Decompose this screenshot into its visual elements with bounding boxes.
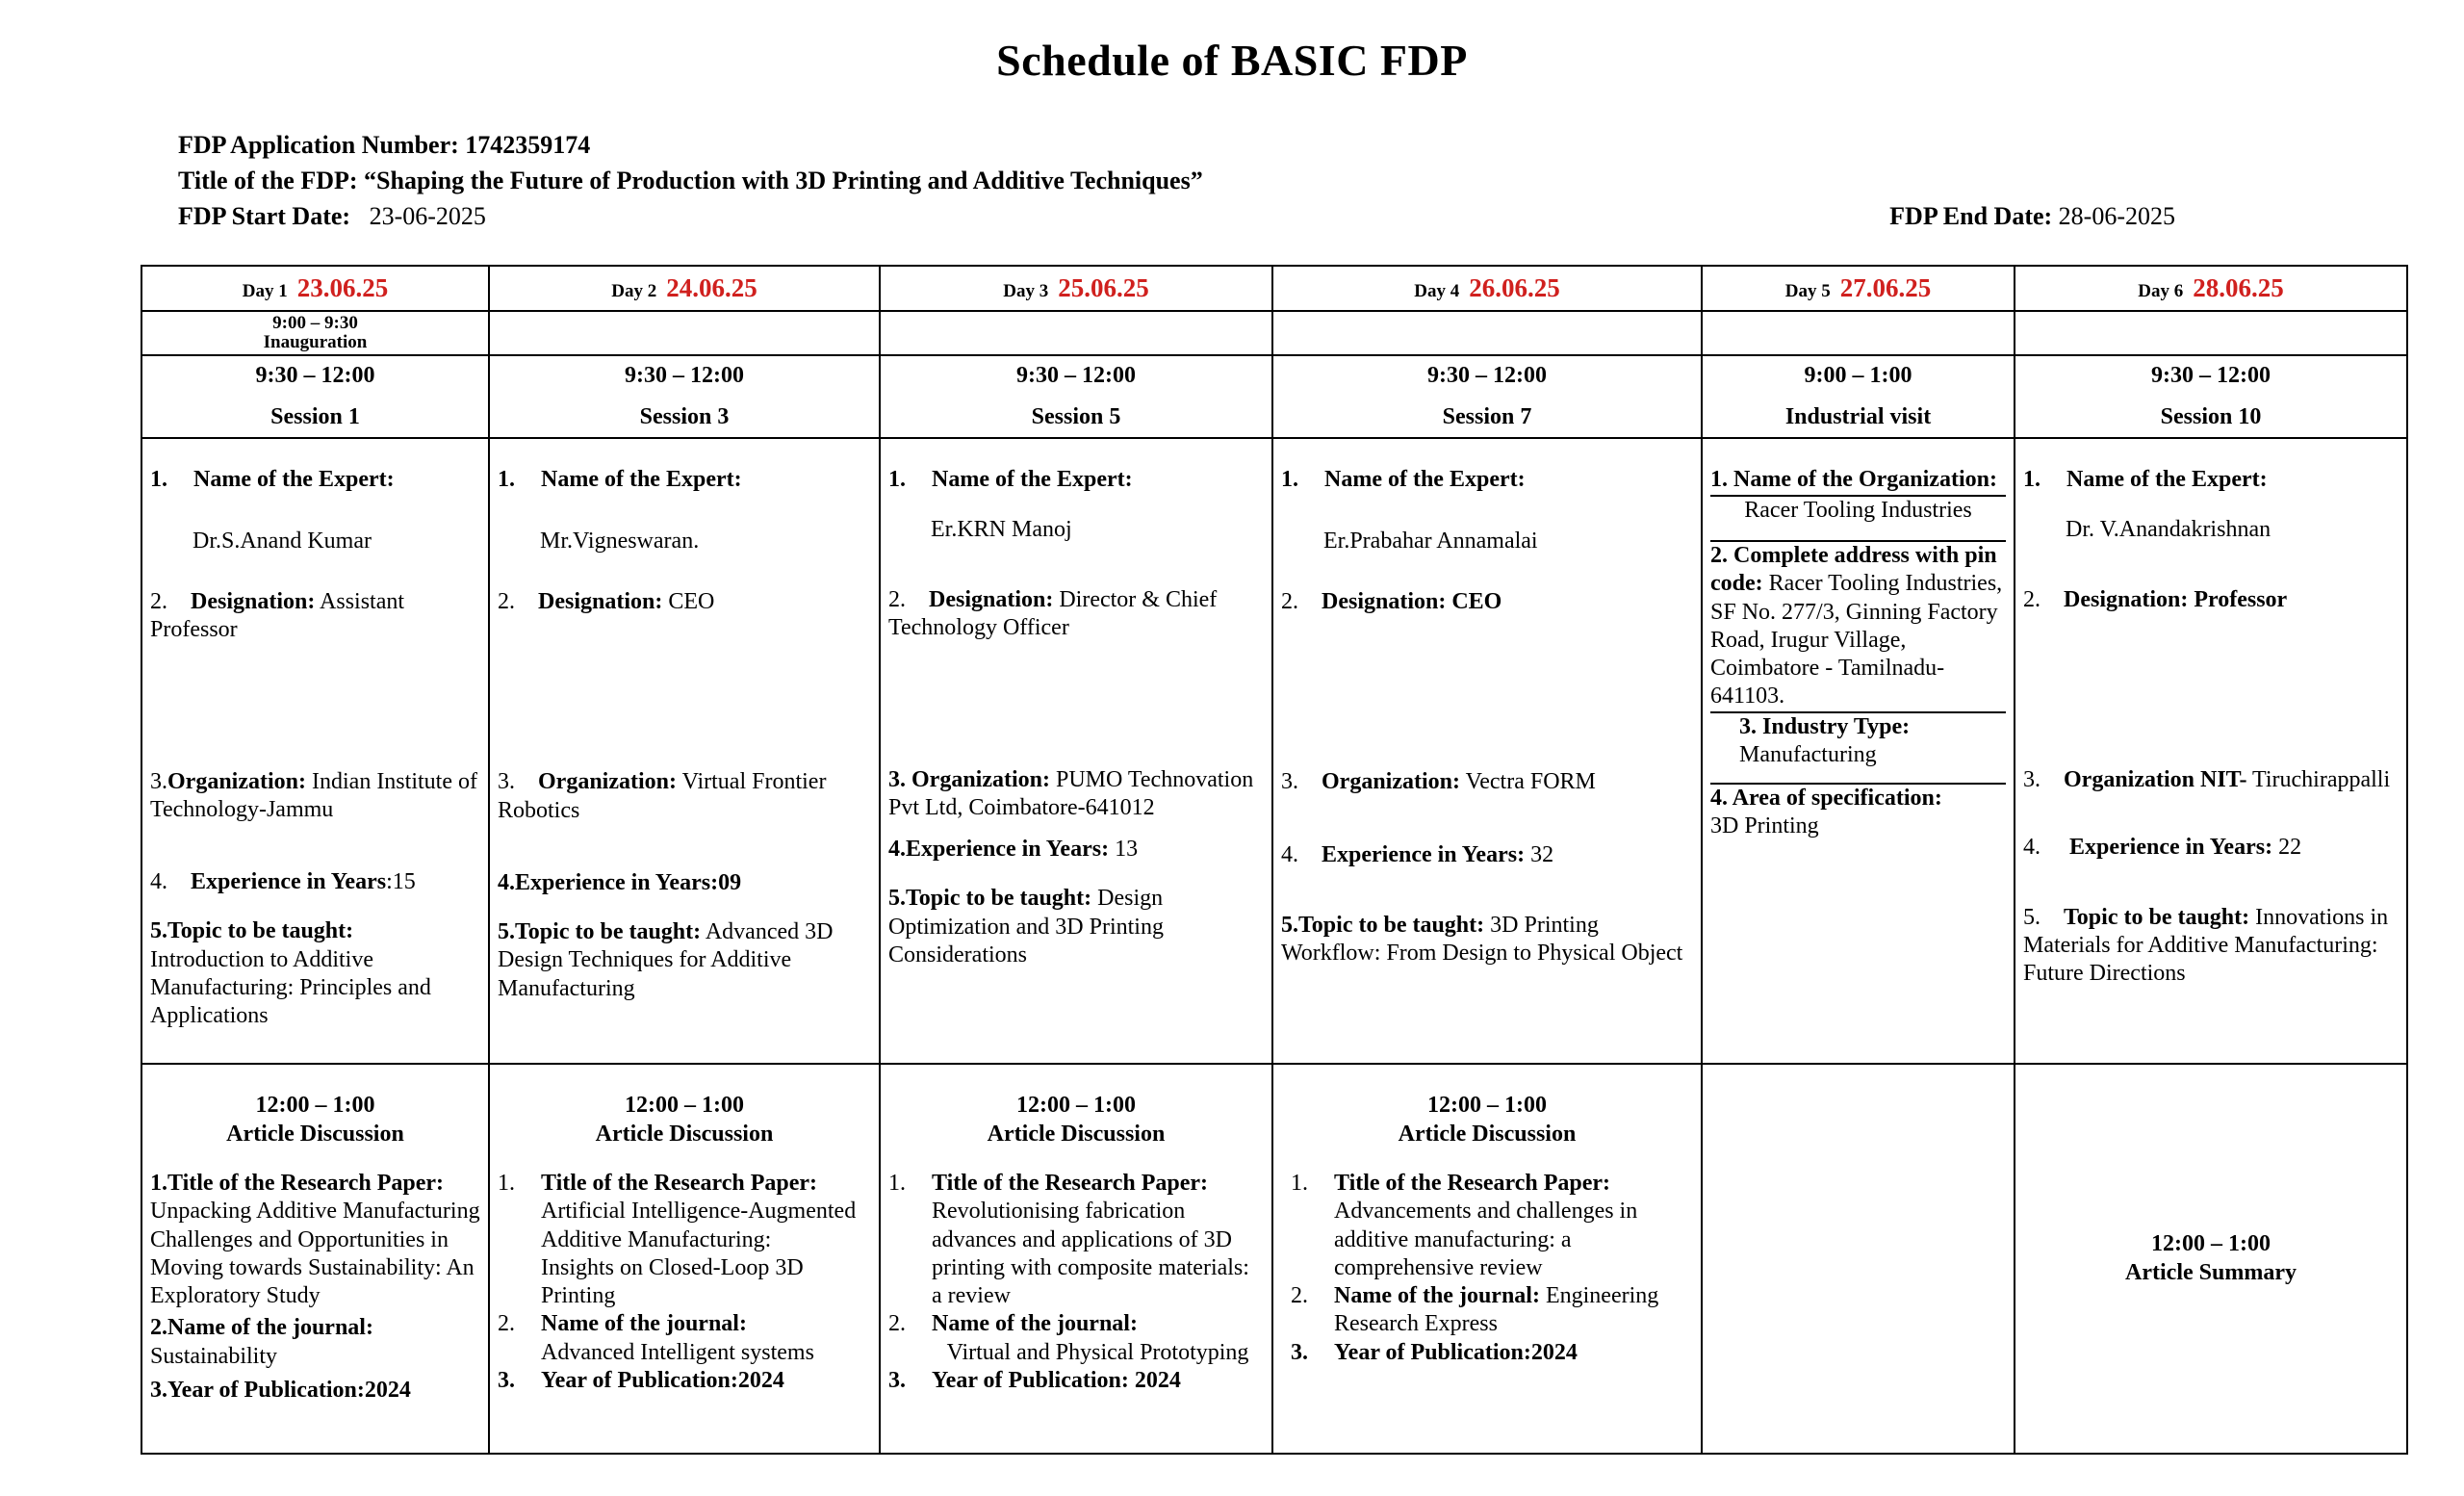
day-header	[880, 266, 1272, 311]
fdp-title	[178, 168, 1203, 193]
slot-session: Session 5	[1031, 404, 1121, 430]
session-slot	[2015, 355, 2407, 439]
day-date: 24.06.25	[666, 273, 757, 302]
article-day-2	[489, 1064, 880, 1454]
expert-organization: 3.Organization: Indian Institute of Technology-Jammu	[150, 768, 477, 822]
day-label: Day 4	[1414, 281, 1460, 301]
end-date-value: 28-06-2025	[2058, 202, 2175, 230]
expert-experience: 4. Experience in Years: 22	[2023, 834, 2302, 860]
topic-to-be-taught: 5.Topic to be taught: Advanced 3D Design Techniques for Additive Manufacturing	[498, 919, 834, 1001]
slot-session: Session 7	[1442, 404, 1532, 430]
empty-cell	[489, 311, 880, 355]
slot-time: 9:30 – 12:00	[255, 362, 375, 388]
fdp-end-date	[1889, 204, 2175, 229]
paper-title: 1. Title of the Research Paper: Revolutionising fabrication advances and applications of 3D printing with composite materials: a review	[888, 1171, 1249, 1309]
expert-designation: 2. Designation: CEO	[1281, 589, 1502, 614]
article-summary	[2015, 1064, 2407, 1454]
industrial-visit-details	[1702, 438, 2015, 1064]
journal-name: 2.Name of the journal: Sustainability	[150, 1315, 373, 1369]
day-header	[1702, 266, 2015, 311]
session-slot	[489, 355, 880, 439]
article-slot-label: Article Discussion	[987, 1121, 1166, 1147]
visit-organization: Racer Tooling Industries	[1744, 497, 1972, 523]
visit-area-of-specification: 4. Area of specification: 3D Printing	[1710, 786, 1942, 839]
expert-organization: 3. Organization: Virtual Frontier Robotics	[498, 769, 827, 823]
slot-session: Session 3	[639, 404, 730, 430]
expert-designation: 2. Designation: Director & Chief Technology Officer	[888, 587, 1218, 641]
topic-to-be-taught: 5. Topic to be taught: Innovations in Materials for Additive Manufacturing: Future Directions	[2023, 904, 2389, 987]
session-slot	[1272, 355, 1702, 439]
topic-to-be-taught: 5.Topic to be taught: Introduction to Additive Manufacturing: Principles and Applications	[150, 918, 431, 1029]
article-day-3	[880, 1064, 1272, 1454]
empty-cell	[1272, 311, 1702, 355]
session-slot	[141, 355, 489, 439]
fdp-title-value: “Shaping the Future of Production with 3D Printing and Additive Techniques”	[364, 167, 1203, 194]
expert-designation: 2. Designation: Professor	[2023, 587, 2288, 612]
article-day-4	[1272, 1064, 1702, 1454]
slot-time: 9:00 – 1:00	[1804, 362, 1912, 388]
article-slot-label: Article Discussion	[1398, 1121, 1577, 1147]
inauguration-cell	[141, 311, 489, 355]
day-date: 28.06.25	[2193, 273, 2284, 302]
day-date: 23.06.25	[296, 273, 389, 302]
expert-name: Mr.Vigneswaran.	[540, 528, 700, 554]
inauguration-label: Inauguration	[263, 331, 368, 352]
slot-time: 9:30 – 12:00	[625, 362, 744, 388]
visit-organization-label: 1. Name of the Organization:	[1710, 467, 1997, 493]
expert-name-label: 1. Name of the Expert:	[150, 467, 395, 493]
expert-name-label: 1. Name of the Expert:	[1281, 467, 1526, 493]
summary-time: 12:00 – 1:00	[2151, 1231, 2271, 1257]
article-slot-time: 12:00 – 1:00	[255, 1093, 375, 1119]
publication-year: 3. Year of Publication:2024	[1291, 1339, 1578, 1365]
slot-time: 9:30 – 12:00	[1016, 362, 1136, 388]
session-slot-row	[141, 355, 2407, 439]
empty-cell	[1702, 311, 2015, 355]
slot-time: 9:30 – 12:00	[1427, 362, 1547, 388]
article-slot-time: 12:00 – 1:00	[1427, 1093, 1547, 1119]
expert-name-label: 1. Name of the Expert:	[2023, 467, 2268, 493]
expert-experience: 4.Experience in Years:09	[498, 869, 742, 895]
article-slot-time: 12:00 – 1:00	[625, 1093, 744, 1119]
session-1-details	[141, 438, 489, 1064]
empty-cell	[2015, 311, 2407, 355]
inauguration-time: 9:00 – 9:30	[272, 313, 358, 333]
end-date-label: FDP End Date:	[1889, 202, 2053, 230]
article-slot-label: Article Discussion	[226, 1121, 404, 1147]
day-label: Day 2	[611, 281, 657, 301]
day-header	[489, 266, 880, 311]
slot-time: 9:30 – 12:00	[2151, 362, 2271, 388]
day-label: Day 3	[1003, 281, 1049, 301]
article-slot-time: 12:00 – 1:00	[1016, 1093, 1136, 1119]
start-date-value: 23-06-2025	[369, 202, 486, 230]
expert-designation: 2. Designation: Assistant Professor	[150, 589, 405, 643]
empty-cell	[880, 311, 1272, 355]
session-5-details	[880, 438, 1272, 1064]
session-10-details	[2015, 438, 2407, 1064]
start-date-label: FDP Start Date:	[178, 202, 351, 230]
slot-session: Industrial visit	[1784, 404, 1932, 430]
expert-organization: 3. Organization: PUMO Technovation Pvt Ltd, Coimbatore-641012	[888, 766, 1254, 820]
inauguration-row	[141, 311, 2407, 355]
topic-to-be-taught: 5.Topic to be taught: Design Optimization and 3D Printing Considerations	[888, 886, 1164, 967]
publication-year: 3.Year of Publication:2024	[150, 1377, 411, 1403]
schedule-table	[141, 265, 2408, 1455]
fdp-title-label: Title of the FDP:	[178, 167, 358, 194]
topic-to-be-taught: 5.Topic to be taught: 3D Printing Workflow: From Design to Physical Object	[1281, 912, 1683, 967]
visit-address: 2. Complete address with pin code: Racer Tooling Industries, SF No. 277/3, Ginning Factory Road, Irugur Village, Coimbatore - Tamilnadu-641103.	[1710, 543, 2003, 709]
day-label: Day 5	[1784, 281, 1831, 301]
day-label: Day 1	[242, 281, 288, 301]
journal-name: 2. Name of the journal: Advanced Intelligent systems	[498, 1311, 814, 1365]
day-date: 27.06.25	[1839, 273, 1932, 302]
day-header	[141, 266, 489, 311]
expert-organization: 3. Organization NIT- Tiruchirappalli	[2023, 767, 2391, 793]
fdp-start-date	[178, 204, 486, 229]
expert-name: Er.KRN Manoj	[931, 516, 1072, 542]
page-title: Schedule of BASIC FDP	[996, 36, 1468, 85]
expert-row	[141, 438, 2407, 1064]
session-7-details	[1272, 438, 1702, 1064]
summary-label: Article Summary	[2125, 1259, 2297, 1285]
expert-experience: 4. Experience in Years:15	[150, 869, 416, 895]
application-number-label: FDP Application Number:	[178, 131, 459, 159]
publication-year: 3. Year of Publication: 2024	[888, 1367, 1181, 1393]
expert-name-label: 1. Name of the Expert:	[888, 467, 1133, 493]
day-label: Day 6	[2138, 281, 2184, 301]
expert-name: Dr. V.Anandakrishnan	[2066, 516, 2272, 542]
day-date: 26.06.25	[1469, 273, 1560, 302]
publication-year: 3. Year of Publication:2024	[498, 1367, 784, 1393]
article-row	[141, 1064, 2407, 1454]
day-header	[1272, 266, 1702, 311]
expert-designation: 2. Designation: CEO	[498, 589, 715, 614]
expert-name: Dr.S.Anand Kumar	[192, 528, 372, 554]
article-day-1	[141, 1064, 489, 1454]
paper-title: 1.Title of the Research Paper: Unpacking Additive Manufacturing Challenges and Opportunities in Moving towards Sustainability: An Exploratory Study	[150, 1171, 480, 1309]
journal-name: 2. Name of the journal: Virtual and Physical Prototyping	[888, 1311, 1249, 1365]
visit-industry-type: 3. Industry Type: Manufacturing	[1739, 713, 1911, 767]
expert-experience: 4.Experience in Years: 13	[888, 837, 1139, 863]
session-slot	[1702, 355, 2015, 439]
application-number-value: 1742359174	[465, 131, 591, 159]
article-slot-label: Article Discussion	[595, 1121, 774, 1147]
session-slot	[880, 355, 1272, 439]
expert-experience: 4. Experience in Years: 32	[1281, 841, 1554, 867]
expert-organization: 3. Organization: Vectra FORM	[1281, 769, 1596, 795]
expert-name: Er.Prabahar Annamalai	[1323, 528, 1538, 554]
application-number	[178, 133, 590, 158]
paper-title: 1. Title of the Research Paper: Artificial Intelligence-Augmented Additive Manufacturing: Insights on Closed-Loop 3D Printing	[498, 1171, 857, 1309]
day-header-row	[141, 266, 2407, 311]
slot-session: Session 1	[270, 404, 360, 430]
day-header	[2015, 266, 2407, 311]
day-date: 25.06.25	[1058, 273, 1149, 302]
empty-cell	[1702, 1064, 2015, 1454]
session-3-details	[489, 438, 880, 1064]
slot-session: Session 10	[2160, 404, 2262, 430]
journal-name: 2. Name of the journal: Engineering Research Express	[1291, 1283, 1659, 1337]
paper-title: 1. Title of the Research Paper: Advancements and challenges in additive manufacturing: a comprehensive review	[1291, 1171, 1638, 1280]
expert-name-label: 1. Name of the Expert:	[498, 467, 742, 493]
